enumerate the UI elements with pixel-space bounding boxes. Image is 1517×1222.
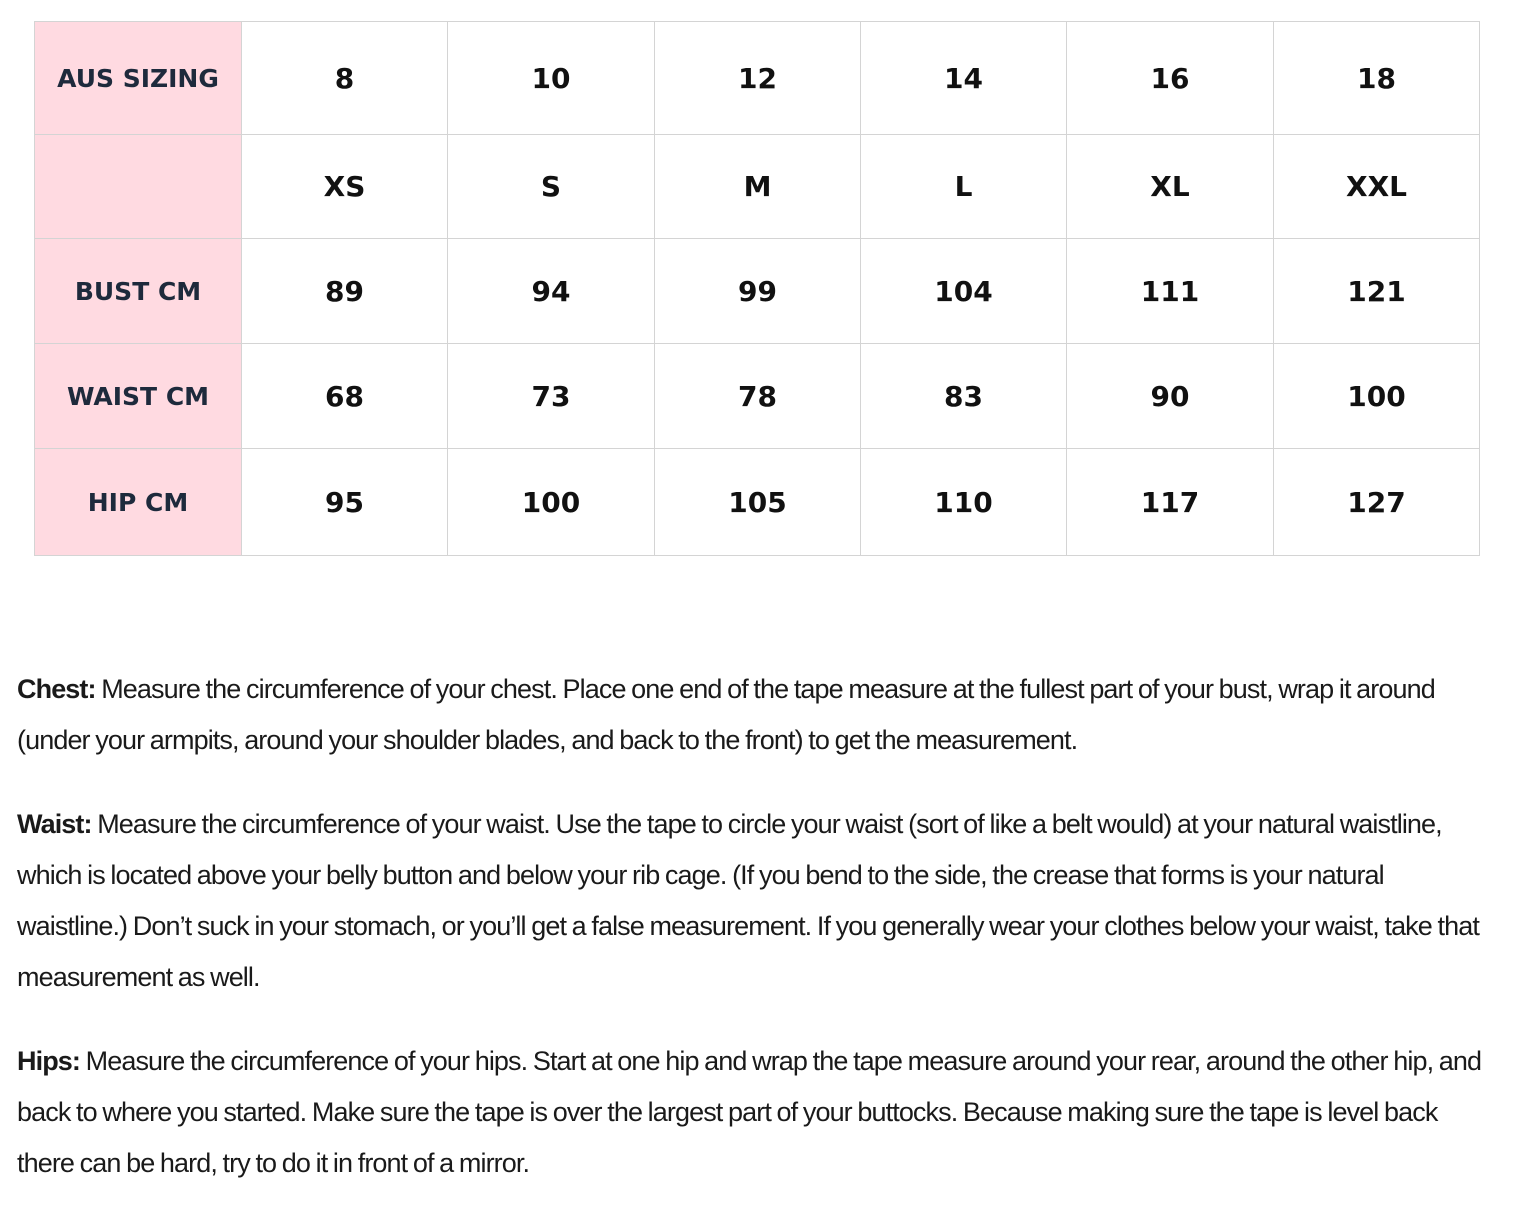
hip-cell: 110 [861, 449, 1067, 556]
hip-cell: 95 [242, 449, 448, 556]
table-row-letter-size [35, 135, 1480, 239]
waist-cell: 78 [655, 344, 861, 449]
bust-cell: 99 [655, 239, 861, 344]
chest-text: Measure the circumference of your chest. Place one end of the tape measure at the fullest part of your bust, wrap it around (under your armpits, around your shoulder blades, and back to the front) to get the measurement. [17, 674, 1435, 755]
waist-cell: 83 [861, 344, 1067, 449]
table-row-waist [35, 344, 1480, 449]
measurement-instructions [17, 664, 1497, 1222]
size-chart-table [34, 21, 1480, 556]
aus-size-cell: 12 [655, 22, 861, 135]
row-label-waist: WAIST CM [35, 344, 242, 449]
letter-size-cell: L [861, 135, 1067, 239]
letter-size-cell: S [448, 135, 655, 239]
row-label-letter-size [35, 135, 242, 239]
hip-cell: 105 [655, 449, 861, 556]
aus-size-cell: 16 [1067, 22, 1274, 135]
letter-size-cell: XXL [1274, 135, 1480, 239]
bust-cell: 111 [1067, 239, 1274, 344]
aus-size-cell: 10 [448, 22, 655, 135]
table-row-bust [35, 239, 1480, 344]
letter-size-cell: XS [242, 135, 448, 239]
chest-instruction [17, 664, 1497, 766]
hips-instruction [17, 1036, 1497, 1189]
table-row-hip [35, 449, 1480, 556]
row-label-aus-sizing: AUS SIZING [35, 22, 242, 135]
bust-cell: 104 [861, 239, 1067, 344]
aus-size-cell: 18 [1274, 22, 1480, 135]
row-label-hip: HIP CM [35, 449, 242, 556]
table-row-aus-sizing [35, 22, 1480, 135]
waist-cell: 100 [1274, 344, 1480, 449]
hip-cell: 127 [1274, 449, 1480, 556]
waist-text: Measure the circumference of your waist. Use the tape to circle your waist (sort of like a belt would) at your natural waistline, which is located above your belly button and below your rib cage. (If you bend to the side, the crease that forms is your natural waistline.) Don’t suck in your stomach, or you’ll get a false measurement. If you generally wear your clothes below your waist, take that measurement as well. [17, 809, 1479, 992]
hip-cell: 117 [1067, 449, 1274, 556]
bust-cell: 89 [242, 239, 448, 344]
letter-size-cell: XL [1067, 135, 1274, 239]
hips-text: Measure the circumference of your hips. Start at one hip and wrap the tape measure around your rear, around the other hip, and back to where you started. Make sure the tape is over the largest part of your buttocks. Because making sure the tape is level back there can be hard, try to do it in front of a mirror. [17, 1046, 1482, 1178]
aus-size-cell: 14 [861, 22, 1067, 135]
row-label-bust: BUST CM [35, 239, 242, 344]
waist-instruction [17, 799, 1497, 1003]
waist-cell: 68 [242, 344, 448, 449]
chest-term: Chest: [17, 674, 96, 704]
bust-cell: 121 [1274, 239, 1480, 344]
hip-cell: 100 [448, 449, 655, 556]
letter-size-cell: M [655, 135, 861, 239]
waist-cell: 73 [448, 344, 655, 449]
hips-term: Hips: [17, 1046, 81, 1076]
waist-cell: 90 [1067, 344, 1274, 449]
aus-size-cell: 8 [242, 22, 448, 135]
waist-term: Waist: [17, 809, 92, 839]
bust-cell: 94 [448, 239, 655, 344]
